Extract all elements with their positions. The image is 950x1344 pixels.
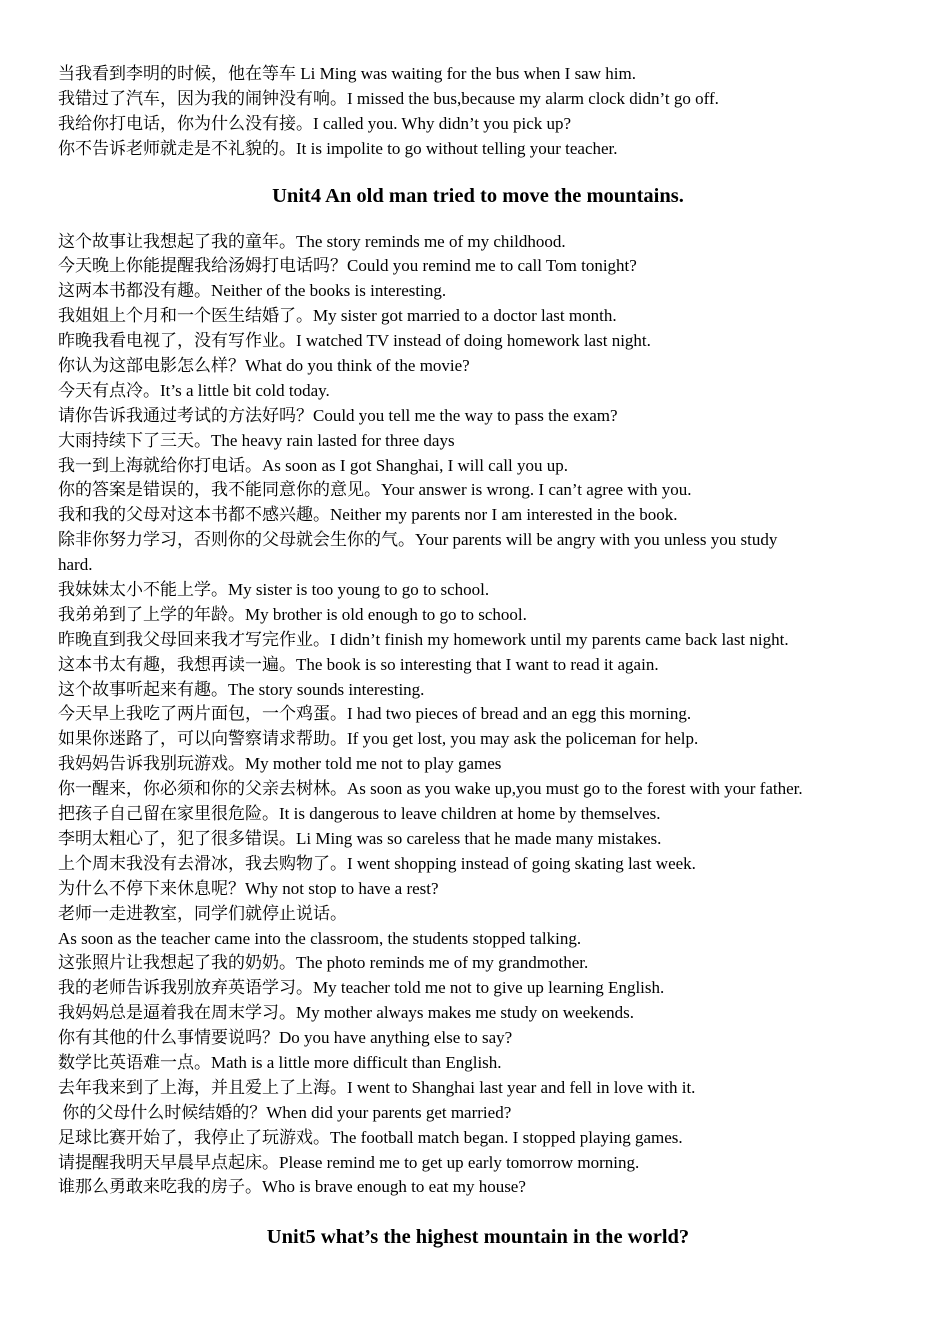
sentence-line: 大雨持续下了三天。The heavy rain lasted for three days [58,430,455,450]
sentence-line: 昨晚直到我父母回来我才写完作业。I didn’t finish my homework until my parents came back last night. [58,629,789,649]
sentence-line-continued: hard. [58,555,93,575]
sentence-line: 这两本书都没有趣。Neither of the books is interesting. [58,281,447,301]
sentence-line: 为什么不停下来休息呢？Why not stop to have a rest? [58,878,439,898]
unit5-heading: Unit5 what’s the highest mountain in the world? [266,1226,690,1249]
sentence-line: 我一到上海就给你打电话。As soon as I got Shanghai, I will call you up. [58,455,568,475]
sentence-line: 我妈妈总是逼着我在周末学习。My mother always makes me study on weekends. [58,1003,635,1023]
sentence-line: 你有其他的什么事情要说吗？Do you have anything else to say? [58,1028,513,1048]
sentence-line: 这张照片让我想起了我的奶奶。The photo reminds me of my grandmother. [58,953,589,973]
sentence-line: 你的答案是错误的，我不能同意你的意见。Your answer is wrong. I can’t agree with you. [58,480,692,500]
sentence-line: 老师一走进教室，同学们就停止说话。 [58,903,347,923]
sentence-line: 上个周末我没有去滑冰，我去购物了。I went shopping instead of going skating last week. [58,853,696,873]
sentence-line: 你的父母什么时候结婚的？When did your parents get married? [58,1102,512,1122]
sentence-line-continued: As soon as the teacher came into the classroom, the students stopped talking. [58,928,582,948]
sentence-line: 你一醒来，你必须和你的父亲去树林。As soon as you wake up,you must go to the forest with your father. [58,779,803,799]
sentence-line: 我和我的父母对这本书都不感兴趣。Neither my parents nor I am interested in the book. [58,505,678,525]
sentence-line: 数学比英语难一点。Math is a little more difficult than English. [58,1052,502,1072]
sentence-line: 除非你努力学习，否则你的父母就会生你的气。Your parents will be angry with you unless you study [58,530,778,550]
document-page [58,62,898,1250]
unit4-sentences [58,230,898,1201]
sentence-line: 这个故事听起来有趣。The story sounds interesting. [58,679,425,699]
sentence-line: 把孩子自己留在家里很危险。It is dangerous to leave children at home by themselves. [58,804,661,824]
sentence-line: 李明太粗心了，犯了很多错误。Li Ming was so careless that he made many mistakes. [58,828,662,848]
sentence-line: 我妈妈告诉我别玩游戏。My mother told me not to play games [58,754,502,774]
intro-section [58,62,898,162]
sentence-line: 这本书太有趣，我想再读一遍。The book is so interesting that I want to read it again. [58,654,659,674]
sentence-line: 你不告诉老师就走是不礼貌的。It is impolite to go without telling your teacher. [58,138,618,158]
sentence-line: 今天早上我吃了两片面包，一个鸡蛋。I had two pieces of bread and an egg this morning. [58,704,692,724]
sentence-line: 足球比赛开始了，我停止了玩游戏。The football match began. I stopped playing games. [58,1127,683,1147]
sentence-line: 请提醒我明天早晨早点起床。Please remind me to get up early tomorrow morning. [58,1152,640,1172]
unit4-heading: Unit4 An old man tried to move the mountains. [272,184,684,207]
sentence-line: 当我看到李明的时候，他在等车 Li Ming was waiting for the bus when I saw him. [58,64,636,83]
sentence-line: 如果你迷路了，可以向警察请求帮助。If you get lost, you may ask the policeman for help. [58,729,699,749]
sentence-line: 我弟弟到了上学的年龄。My brother is old enough to go to school. [58,604,527,624]
sentence-line: 今天晚上你能提醒我给汤姆打电话吗？Could you remind me to call Tom tonight? [58,256,637,276]
sentence-line: 我姐姐上个月和一个医生结婚了。My sister got married to a doctor last month. [58,306,617,326]
sentence-line: 我的老师告诉我别放弃英语学习。My teacher told me not to give up learning English. [58,978,665,998]
sentence-line: 去年我来到了上海，并且爱上了上海。I went to Shanghai last year and fell in love with it. [58,1077,696,1097]
sentence-line: 这个故事让我想起了我的童年。The story reminds me of my childhood. [58,231,566,251]
sentence-line: 我错过了汽车，因为我的闹钟没有响。I missed the bus,because my alarm clock didn’t go off. [58,88,719,108]
sentence-line: 昨晚我看电视了，没有写作业。I watched TV instead of doing homework last night. [58,331,651,351]
sentence-line: 谁那么勇敢来吃我的房子。Who is brave enough to eat my house? [58,1177,526,1197]
sentence-line: 我妹妹太小不能上学。My sister is too young to go to school. [58,580,490,600]
sentence-line: 今天有点冷。It’s a little bit cold today. [58,380,330,400]
sentence-line: 请你告诉我通过考试的方法好吗？Could you tell me the way to pass the exam? [58,405,618,425]
sentence-line: 你认为这部电影怎么样？What do you think of the movie? [58,356,470,376]
sentence-line: 我给你打电话，你为什么没有接。I called you. Why didn’t you pick up? [58,113,572,133]
